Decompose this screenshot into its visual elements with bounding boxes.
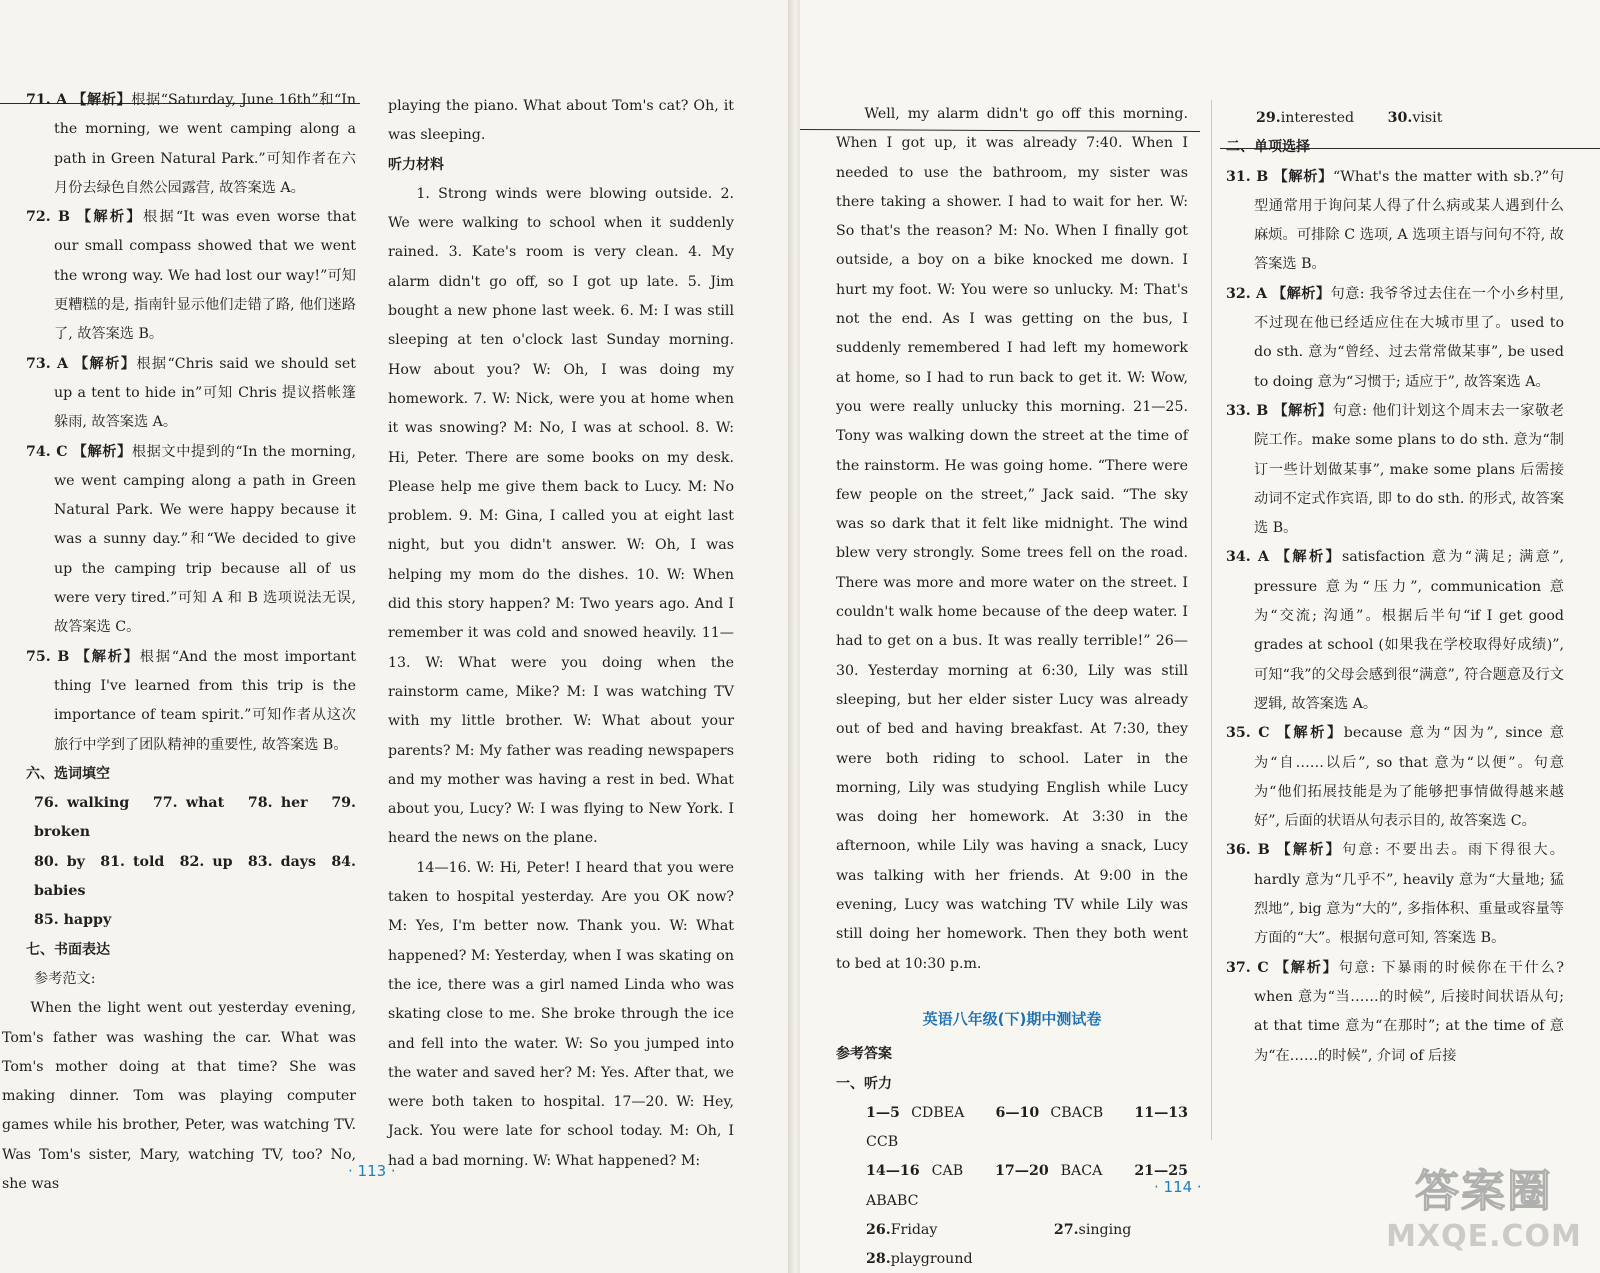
essay-continued: playing the piano. What about Tom's cat? Oh, it was sleeping. bbox=[388, 98, 734, 144]
answer-73: 73. A 【解析】根据“Chris said we should set up a tent to hide in”可知 Chris 提议搭帐篷躲雨, 故答案选 A。 bbox=[26, 355, 356, 431]
watermark-url: MXQE.COM bbox=[1386, 1219, 1582, 1254]
listening-script-column bbox=[388, 92, 734, 1176]
exam-title: 英语八年级(下)期中测试卷 bbox=[922, 1009, 1102, 1028]
listening-answers-row-4: 29.interested 30.visit bbox=[1256, 110, 1443, 126]
answer-column-4 bbox=[1226, 104, 1564, 1071]
listening-section-heading: 一、听力 bbox=[836, 1075, 892, 1092]
sample-essay: When the light went out yesterday evening, Tom's father was washing the car. What was Tom's mother doing at that time? She was making dinner. Tom was playing computer games while his brother, Peter, was watching TV. Was Tom's sister, Mary, watching TV, too? No, she was bbox=[2, 1000, 356, 1192]
listening-script-2: 14—16. W: Hi, Peter! I heard that you were taken to hospital yesterday. Are you OK now? M: Yes, I'm better now. Thank you. W: What happened? M: Yesterday, when I was skating on the ice, there was a girl named Linda who was skating close to me. She broke through the ice and fell into the water. W: So you jumped into the water and saved her? M: Yes. After that, we were both taken to hospital. 17—20. W: Hey, Jack. You were late for school today. M: Oh, I had a bad morning. W: What happened? M: bbox=[388, 859, 734, 1169]
left-page bbox=[0, 0, 790, 1273]
answer-35: 35. C 【解析】because 意为“因为”, since 意为“自……以后”, so that 意为“以便”。句意为“他们拓展技能是为了能够把事情做得越来越好”, 后面的状语从句表示目的, 故答案选 C。 bbox=[1226, 725, 1564, 830]
single-choice-heading: 二、单项选择 bbox=[1226, 139, 1310, 156]
answer-32: 32. A 【解析】句意: 我爷爷过去住在一个小乡村里, 不过现在他已经适应住在大城市里了。used to do sth. 意为“曾经、过去常常做某事”, be used to doing 意为“习惯于; 适应于”, 故答案选 A。 bbox=[1226, 285, 1564, 390]
page-number-113: · 113 · bbox=[348, 1162, 396, 1180]
right-page bbox=[800, 0, 1600, 1273]
listening-answers-row-1: 1—5 CDBEA 6—10 CBACB 11—13 CCB bbox=[866, 1104, 1189, 1151]
site-watermark bbox=[1384, 1155, 1584, 1265]
listening-answers-row-2: 14—16 CAB 17—20 BACA 21—25 ABABC bbox=[866, 1163, 1188, 1209]
listening-script-3: Well, my alarm didn't go off this morning. When I got up, it was already 7:40. When I needed to use the bathroom, my sister was there taking a shower. I had to wait for her. W: So that's the reason? M: No. When I finally got outside, a boy on a bike knocked me down. I hurt my foot. W: You were so unlucky. M: That's not the end. As I was getting on the bus, I suddenly remembered I had left my homework at home, so I had to run back to get it. W: Wow, you were really unlucky this morning. 21—25. Tony was walking down the street at the time of the rainstorm. He was going home. “There were few people on the street,” Jack said. “The sky was so dark that it felt like midnight. The wind blew very strongly. Some trees fell on the road. There was more and more water on the street. I couldn't walk home because of the deep water. I had to get on a bus. It was really terrible!” 26—30. Yesterday morning at 6:30, Lily was still sleeping, but her elder sister Lucy was already out of bed and having breakfast. At 7:30, they were both riding to school. Later in the morning, Lily was studying English while Lucy was doing her homework. At 3:30 in the afternoon, while Lily was having a snack, Lucy was talking with her friends. At 9:00 in the evening, Lucy was watching TV while Lily was still doing her homework. Then they both went to bed at 10:30 p.m. bbox=[836, 106, 1188, 972]
reference-answers-label: 参考答案 bbox=[836, 1046, 892, 1063]
watermark-logo: 答案圈 bbox=[1415, 1166, 1553, 1217]
answer-37: 37. C 【解析】句意: 下暴雨的时候你在干什么? when 意为“当……的时候”, 后接时间状语从句; at that time 意为“在那时”; at the time of 意为“在……的时候”, 介词 of 后接 bbox=[1226, 959, 1564, 1064]
column-divider bbox=[1211, 100, 1212, 1140]
answer-71: 71. A 【解析】根据“Saturday, June 16th”和“In the morning, we went camping along a path in Green Natural Park.”可知作者在六月份去绿色自然公园露营, 故答案选 A。 bbox=[26, 92, 356, 196]
section-seven-heading: 七、书面表达 bbox=[26, 941, 110, 958]
answer-36: 36. B 【解析】句意: 不要出去。雨下得很大。hardly 意为“几乎不”, heavily 意为“大量地; 猛烈地”, big 意为“大的”, 多指体积、重量或容量等方面的“大”。根据句意可知, 答案选 B。 bbox=[1226, 842, 1564, 947]
section-six-heading: 六、选词填空 bbox=[26, 765, 110, 782]
answer-74: 74. C 【解析】根据文中提到的“In the morning, we went camping along a path in Green Natural Park. We were happy because it was a sunny day.”和“We decided to give up the camping trip because all of us were very tired.”可知 A 和 B 选项说法无误, 故答案选 C。 bbox=[26, 443, 356, 636]
listening-material-heading: 听力材料 bbox=[388, 156, 444, 173]
listening-answers-row-3: 26.Friday 27.singing 28.playground bbox=[866, 1221, 1132, 1268]
page-number-114: · 114 · bbox=[1154, 1178, 1202, 1196]
answer-34: 34. A 【解析】satisfaction 意为“满足; 满意”, pressure 意为“压力”, communication 意为“交流; 沟通”。根据后半句“if I get good grades at school (如果我在学校取得好成绩)”, 可知“我”的父母会感到很“满意”, 符合题意及行文逻辑, 故答案选 A。 bbox=[1226, 549, 1564, 712]
answer-75: 75. B 【解析】根据“And the most important thing I've learned from this trip is the importance of team spirit.”可知作者从这次旅行中学到了团队精神的重要性, 故答案选 B。 bbox=[26, 648, 356, 753]
listening-script-1: 1. Strong winds were blowing outside. 2. We were walking to school when it suddenly rained. 3. Kate's room is very clean. 4. My alarm didn't go off, so I got up late. 5. Jim bought a new phone last week. 6. M: I was still sleeping at ten o'clock last Sunday morning. How about you? W: Oh, I was doing my homework. 7. W: Nick, were you at home when it was snowing? M: No, I was at school. 8. W: Hi, Peter. There are some books on my desk. Please help me give them back to Lucy. M: No problem. 9. M: Gina, I called you at eight last night, but you didn't answer. W: Oh, I was helping my mom do the dishes. 10. W: When did this story happen? M: Two years ago. And I remember it was cold and snowed heavily. 11—13. W: What were you doing when the rainstorm came, Mike? M: I was watching TV with my little brother. W: What about your parents? M: My father was reading newspapers and my mother was having a rest in bed. What about you, Lucy? W: I was flying to New York. I heard the news on the plane. bbox=[388, 185, 734, 847]
reference-label: 参考范文: bbox=[34, 970, 96, 987]
answer-31: 31. B 【解析】“What's the matter with sb.?”句型通常用于询问某人得了什么病或某人遇到什么麻烦。可排除 C 选项, A 选项主语与问句不符, 故答案选 B。 bbox=[1226, 168, 1564, 273]
answer-72: 72. B 【解析】根据“It was even worse that our small compass showed that we went the wrong way. We had lost our way!”可知更糟糕的是, 指南针显示他们走错了路, 他们迷路了, 故答案选 B。 bbox=[26, 209, 356, 343]
answer-33: 33. B 【解析】句意: 他们计划这个周末去一家敬老院工作。make some plans to do sth. 意为“制订一些计划做某事”, make some plans 后需接动词不定式作宾语, 即 to do sth. 的形式, 故答案选 B。 bbox=[1226, 402, 1564, 537]
fill-answers-row-3: 85. happy bbox=[34, 912, 112, 929]
fill-answers-row-1: 76. walking 77. what 78. her 79. broken bbox=[34, 795, 356, 841]
fill-answers-row-2: 80. by 81. told 82. up 83. days 84. babies bbox=[34, 853, 356, 900]
answer-column-1 bbox=[2, 86, 356, 1199]
listening-script-column-2 bbox=[836, 100, 1188, 1273]
